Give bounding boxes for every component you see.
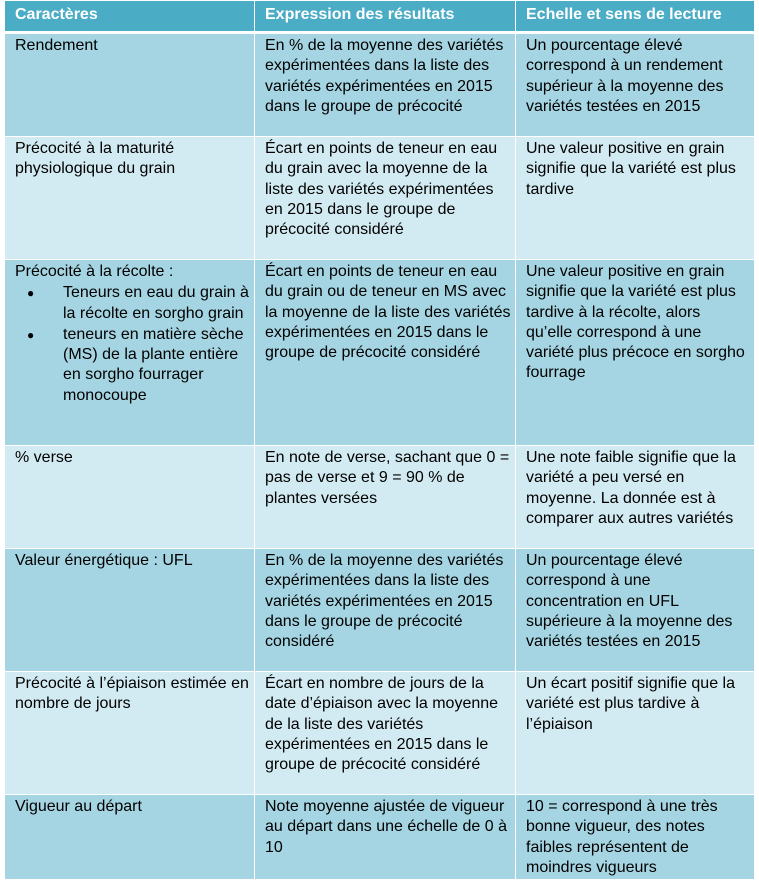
header-expression: Expression des résultats (255, 1, 516, 33)
cell-caractere: Précocité à l’épiaison estimée en nombre de jours (5, 672, 255, 795)
cell-expression: En % de la moyenne des variétés expérimentées dans la liste des variétés expérimentées en 2015 dans le groupe de précocité (255, 33, 516, 137)
header-row (5, 1, 755, 33)
table-row (5, 672, 755, 795)
cell-caractere: Précocité à la maturité physiologique du grain (5, 137, 255, 260)
table-row (5, 549, 755, 672)
cell-echelle: Une valeur positive en grain signifie que la variété est plus tardive à la récolte, alors qu’elle correspond à une variété plus précoce en sorgho fourrage (516, 260, 755, 446)
list-item (27, 325, 250, 406)
cell-expression: Note moyenne ajustée de vigueur au départ dans une échelle de 0 à 10 (255, 795, 516, 880)
table-header (5, 1, 755, 33)
cell-expression: En note de verse, sachant que 0 = pas de verse et 9 = 90 % de plantes versées (255, 446, 516, 549)
list-item-text: Teneurs en eau du grain à la récolte en sorgho grain (63, 284, 249, 322)
header-echelle: Echelle et sens de lecture (516, 1, 755, 33)
cell-caractere: Rendement (5, 33, 255, 137)
cell-caractere (5, 260, 255, 446)
list-item (27, 283, 250, 324)
cell-expression: Écart en nombre de jours de la date d’épiaison avec la moyenne de la liste des variétés expérimentées en 2015 dans le groupe de précocité considéré (255, 672, 516, 795)
table-row (5, 33, 755, 137)
bullet-list (15, 283, 250, 406)
cell-caractere: Valeur énergétique : UFL (5, 549, 255, 672)
bullet-dot-icon: ● (27, 286, 35, 301)
cell-caractere: Vigueur au départ (5, 795, 255, 880)
cell-echelle: Une valeur positive en grain signifie que la variété est plus tardive (516, 137, 755, 260)
cell-expression: Écart en points de teneur en eau du grain ou de teneur en MS avec la moyenne de la liste des variétés expérimentées en 2015 dans le groupe de précocité considéré (255, 260, 516, 446)
cell-echelle: Un pourcentage élevé correspond à un rendement supérieur à la moyenne des variétés testées en 2015 (516, 33, 755, 137)
header-caracteres: Caractères (5, 1, 255, 33)
cell-echelle: 10 = correspond à une très bonne vigueur, des notes faibles représentent de moindres vigueurs (516, 795, 755, 880)
cell-expression: En % de la moyenne des variétés expérimentées dans la liste des variétés expérimentées en 2015 dans le groupe de précocité considéré (255, 549, 516, 672)
table-body (5, 33, 755, 880)
bullet-dot-icon: ● (27, 327, 35, 342)
cell-caractere: % verse (5, 446, 255, 549)
results-table (4, 0, 755, 880)
table-row (5, 137, 755, 260)
cell-caractere-title: Précocité à la récolte : (15, 263, 174, 280)
table-row (5, 446, 755, 549)
cell-echelle: Un pourcentage élevé correspond à une concentration en UFL supérieure à la moyenne des variétés testées en 2015 (516, 549, 755, 672)
table-row (5, 795, 755, 880)
cell-echelle: Une note faible signifie que la variété a peu versé en moyenne. La donnée est à comparer aux autres variétés (516, 446, 755, 549)
list-item-text: teneurs en matière sèche (MS) de la plante entière en sorgho fourrager monocoupe (63, 325, 244, 404)
table-row (5, 260, 755, 446)
cell-expression: Écart en points de teneur en eau du grain avec la moyenne de la liste des variétés expérimentées en 2015 dans le groupe de précocité considéré (255, 137, 516, 260)
cell-echelle: Un écart positif signifie que la variété est plus tardive à l’épiaison (516, 672, 755, 795)
